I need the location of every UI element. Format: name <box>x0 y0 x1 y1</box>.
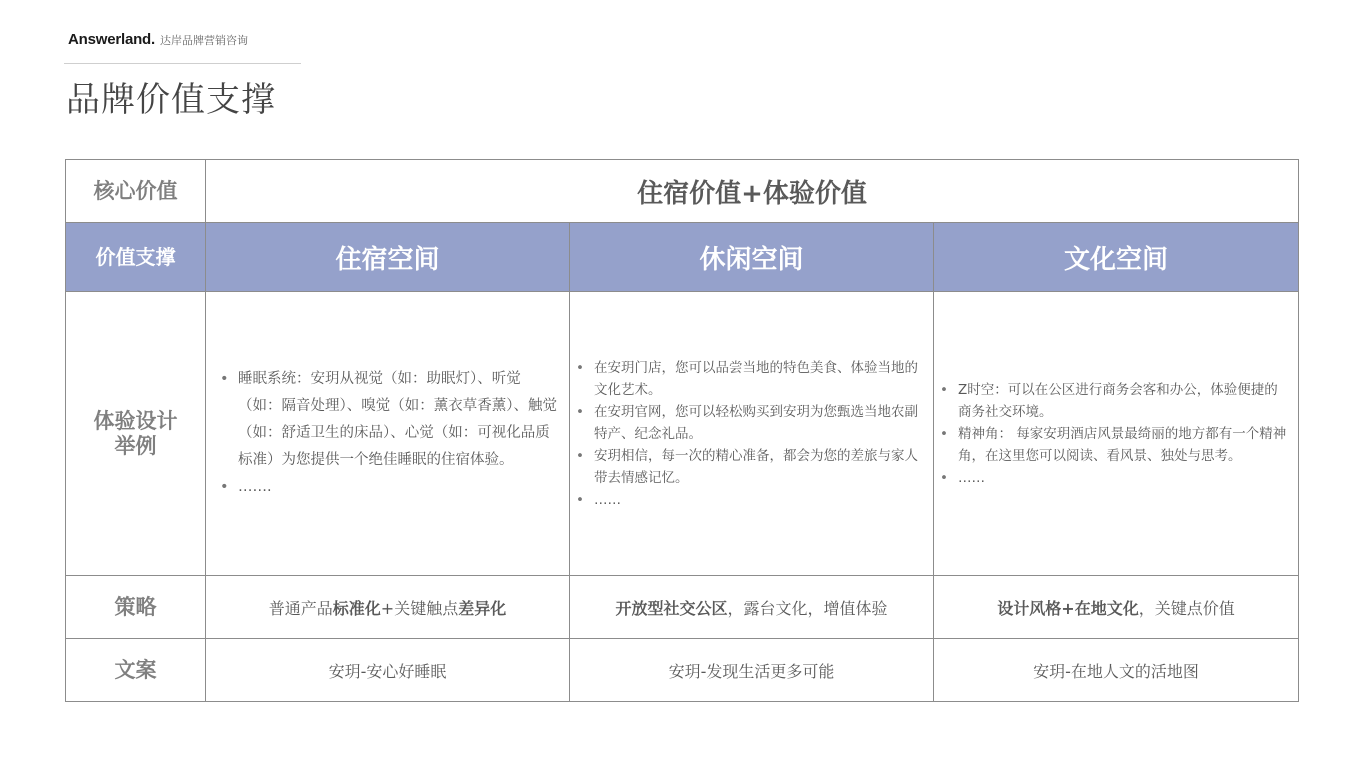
strategy-emphasis: 开放型社交公区 <box>615 598 728 618</box>
list-item: • 安玥相信，每一次的精心准备，都会为您的差旅与家人带去情感记忆。 <box>570 445 925 489</box>
core-value-label: 核心价值 <box>66 160 206 223</box>
list-item: • ……. <box>214 474 557 501</box>
strategy-culture <box>934 576 1299 639</box>
experience-list <box>934 379 1298 489</box>
brand-value-table <box>65 159 1299 702</box>
core-value: 住宿价值+体验价值 <box>206 160 1299 223</box>
brand-subtitle: 达岸品牌营销咨询 <box>160 34 248 47</box>
experience-label <box>66 292 206 576</box>
strategy-text: ，露台文化，增值体验 <box>727 598 888 618</box>
strategy-emphasis: 差异化 <box>458 598 507 618</box>
copywriting-label: 文案 <box>66 639 206 702</box>
list-item: • …… <box>570 489 925 511</box>
experience-culture <box>934 292 1299 576</box>
list-item: • …… <box>934 467 1290 489</box>
copywriting-row <box>66 639 1299 702</box>
strategy-row <box>66 576 1299 639</box>
value-support-row <box>66 223 1299 292</box>
strategy-lodging <box>206 576 570 639</box>
strategy-emphasis: 标准化 <box>332 598 381 618</box>
strategy-text: +关键触点 <box>380 598 459 618</box>
value-support-label: 价值支撑 <box>66 223 206 292</box>
copy-lodging: 安玥-安心好睡眠 <box>206 639 570 702</box>
experience-list <box>570 357 933 511</box>
header-divider <box>64 63 301 64</box>
brand-logo <box>68 31 248 48</box>
space-title-lodging: 住宿空间 <box>206 223 570 292</box>
list-item: • 睡眠系统：安玥从视觉（如：助眠灯）、听觉（如：隔音处理）、嗅觉（如：薰衣草香薰）、触觉（如：舒适卫生的床品）、心觉（如：可视化品质标准）为您提供一个绝佳睡眠的住宿体验。 <box>214 366 557 474</box>
copy-leisure: 安玥-发现生活更多可能 <box>570 639 934 702</box>
list-item: • Z时空：可以在公区进行商务会客和办公，体验便捷的商务社交环境。 <box>934 379 1290 423</box>
brand-name: Answerland. <box>68 31 155 48</box>
list-item: • 在安玥官网，您可以轻松购买到安玥为您甄选当地农副特产、纪念礼品。 <box>570 401 925 445</box>
copy-culture: 安玥-在地人文的活地图 <box>934 639 1299 702</box>
space-title-leisure: 休闲空间 <box>570 223 934 292</box>
strategy-label: 策略 <box>66 576 206 639</box>
experience-lodging <box>206 292 570 576</box>
experience-row <box>66 292 1299 576</box>
strategy-leisure <box>570 576 934 639</box>
experience-label-text: 体验设计举例 <box>93 408 178 458</box>
page-title: 品牌价值支撑 <box>66 80 276 120</box>
strategy-emphasis: 设计风格+在地文化 <box>997 598 1139 618</box>
strategy-text: ，关键点价值 <box>1138 598 1235 618</box>
list-item: • 在安玥门店，您可以品尝当地的特色美食、体验当地的文化艺术。 <box>570 357 925 401</box>
list-item: • 精神角： 每家安玥酒店风景最绮丽的地方都有一个精神角，在这里您可以阅读、看风景、独处与思考。 <box>934 423 1290 467</box>
experience-list <box>206 366 569 501</box>
core-value-row <box>66 160 1299 223</box>
space-title-culture: 文化空间 <box>934 223 1299 292</box>
strategy-text: 普通产品 <box>268 598 333 618</box>
experience-leisure <box>570 292 934 576</box>
